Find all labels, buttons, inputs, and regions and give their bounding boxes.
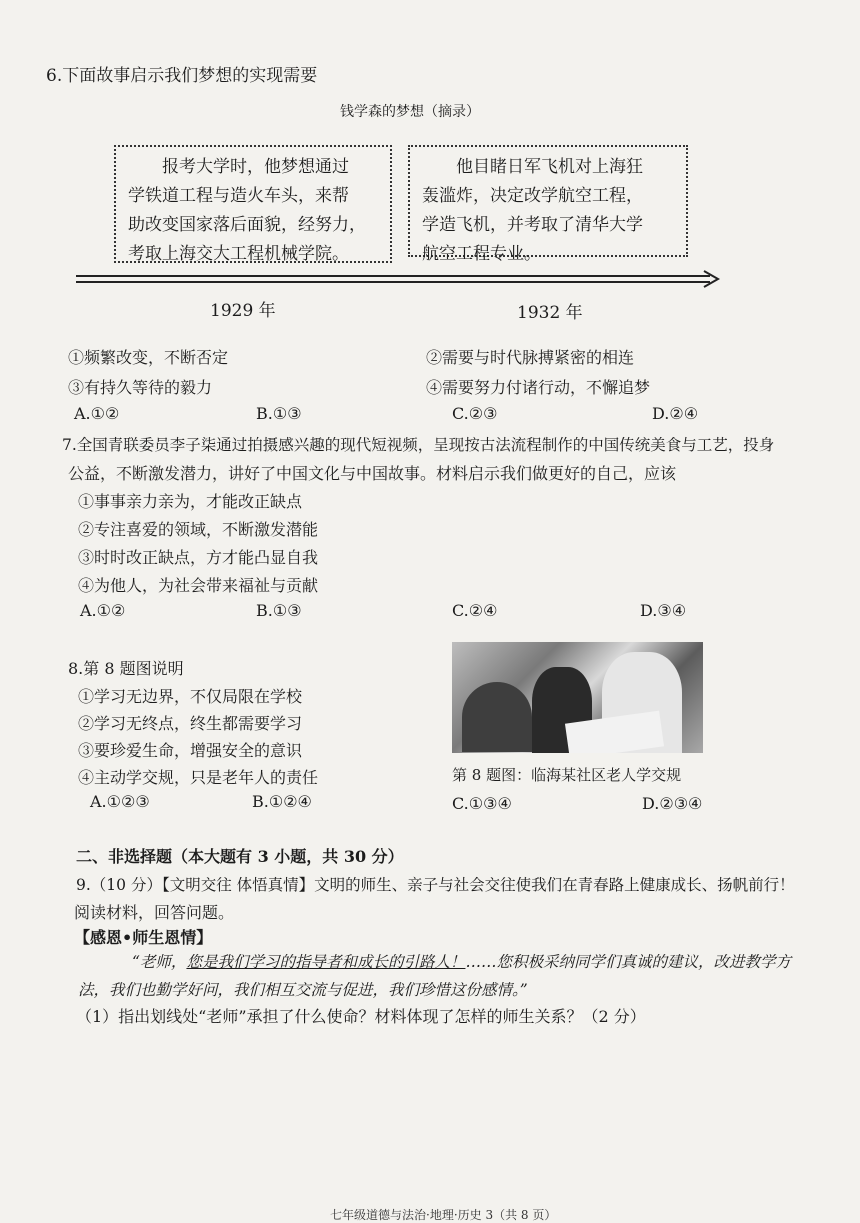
q6-item-4: ④需要努力付诸行动，不懈追梦 <box>426 378 651 397</box>
q8-option-d[interactable]: D.②③④ <box>642 794 703 813</box>
timeline-year-1932: 1932 年 <box>517 303 583 323</box>
q7-stem-line1: 7.全国青联委员李子柒通过拍摄感兴趣的现代短视频，呈现按古法流程制作的中国传统美食与工艺，投身 <box>62 436 775 454</box>
box1-line: 考取上海交大工程机械学院。 <box>128 244 349 264</box>
q9-quote-rest: ……您积极采纳同学们真诚的建议，改进教学方 <box>465 953 791 971</box>
q8-option-c[interactable]: C.①③④ <box>452 794 512 813</box>
box2-line: 学造飞机，并考取了清华大学 <box>422 215 643 235</box>
q6-story-box-1932 <box>408 145 688 264</box>
q7-stem-line2: 公益，不断激发潜力，讲好了中国文化与中国故事。材料启示我们做更好的自己，应该 <box>68 464 677 483</box>
q7-option-c[interactable]: C.②④ <box>452 601 498 620</box>
q8-item-4: ④主动学交规，只是老年人的责任 <box>78 768 319 787</box>
q9-sub-question-1: （1）指出划线处“老师”承担了什么使命？材料体现了怎样的师生关系？（2 分） <box>76 1007 646 1026</box>
q6-option-c[interactable]: C.②③ <box>452 404 498 423</box>
box1-line: 学铁道工程与造火车头，来帮 <box>128 186 349 206</box>
q6-item-1: ①频繁改变，不断否定 <box>68 348 229 367</box>
q9-quote-line2: 法，我们也勤学好问，我们相互交流与促进，我们珍惜这份感情。” <box>78 981 528 999</box>
page-footer: 七年级道德与法治·地理·历史 3（共 8 页） <box>330 1208 557 1222</box>
q8-photo <box>452 642 703 753</box>
q8-item-3: ③要珍爱生命，增强安全的意识 <box>78 741 303 760</box>
box1-line: 助改变国家落后面貌，经努力， <box>128 215 366 235</box>
q8-photo-caption: 第 8 题图：临海某社区老人学交规 <box>452 766 682 784</box>
q7-item-3: ③时时改正缺点，方才能凸显自我 <box>78 548 319 567</box>
box2-line: 轰滥炸，决定改学航空工程， <box>422 186 643 206</box>
box2-line: 他目睹日军飞机对上海狂 <box>456 157 643 177</box>
q9-stem-line2: 阅读材料，回答问题。 <box>74 903 235 922</box>
q6-stem: 6.下面故事启示我们梦想的实现需要 <box>46 66 318 86</box>
q9-stem-line1: 9.（10 分）【文明交往 体悟真情】文明的师生、亲子与社会交往使我们在青春路上健康成长、扬帆前行！ <box>76 876 795 894</box>
box2-line: 航空工程专业。 <box>422 244 541 264</box>
q9-sub-heading: 【感恩•师生恩情】 <box>74 928 213 947</box>
q7-item-4: ④为他人，为社会带来福祉与贡献 <box>78 576 319 595</box>
q6-story-box-1929 <box>114 145 392 263</box>
q7-item-2: ②专注喜爱的领域，不断激发潜能 <box>78 520 319 539</box>
q6-option-d[interactable]: D.②④ <box>652 404 699 423</box>
q7-option-d[interactable]: D.③④ <box>640 601 687 620</box>
q9-quote-underlined: 您是我们学习的指导者和成长的引路人！ <box>186 953 466 971</box>
q9-quote-open: “老师， <box>132 953 187 971</box>
q6-item-2: ②需要与时代脉搏紧密的相连 <box>426 348 635 367</box>
q6-option-b[interactable]: B.①③ <box>256 404 302 423</box>
timeline-arrow <box>74 270 724 290</box>
q8-item-1: ①学习无边界，不仅局限在学校 <box>78 687 303 706</box>
box1-line: 报考大学时，他梦想通过 <box>162 157 349 177</box>
q7-option-b[interactable]: B.①③ <box>256 601 302 620</box>
q6-item-3: ③有持久等待的毅力 <box>68 378 213 397</box>
timeline-year-1929: 1929 年 <box>210 301 276 321</box>
q6-story-title: 钱学森的梦想（摘录） <box>340 104 480 120</box>
q7-option-a[interactable]: A.①② <box>80 601 126 620</box>
q6-option-a[interactable]: A.①② <box>74 404 120 423</box>
q8-option-a[interactable]: A.①②③ <box>90 792 150 811</box>
q8-stem: 8.第 8 题图说明 <box>68 659 184 678</box>
q7-item-1: ①事事亲力亲为，才能改正缺点 <box>78 492 303 511</box>
section2-heading: 二、非选择题（本大题有 3 小题，共 30 分） <box>76 847 404 866</box>
q9-quote-line1 <box>132 950 791 972</box>
q8-option-b[interactable]: B.①②④ <box>252 792 312 811</box>
q8-item-2: ②学习无终点，终生都需要学习 <box>78 714 303 733</box>
